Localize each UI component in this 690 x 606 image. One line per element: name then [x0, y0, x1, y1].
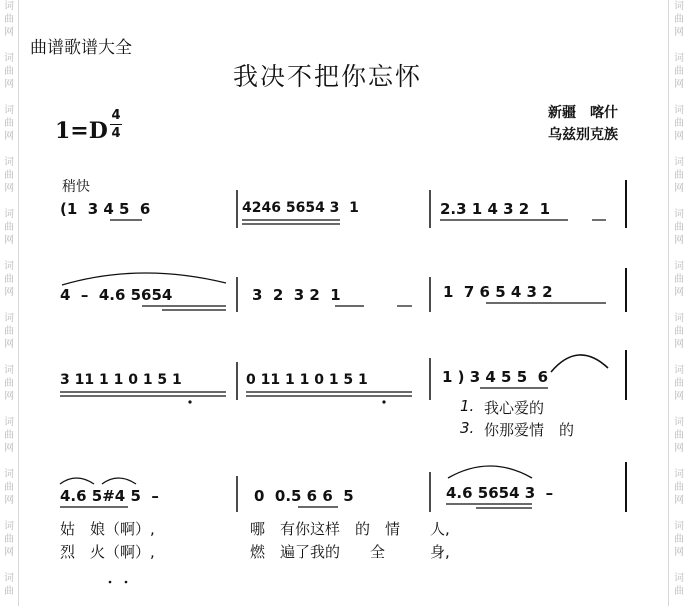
watermark-char: 词 — [4, 105, 14, 116]
watermark-char: 曲 — [674, 274, 684, 285]
watermark-char: 曲 — [674, 118, 684, 129]
tempo-marking: 稍快 — [62, 179, 90, 195]
octave-dot — [109, 581, 112, 584]
watermark-char: 曲 — [674, 222, 684, 233]
slur — [102, 478, 136, 484]
watermark-char: 网 — [4, 183, 14, 194]
watermark-char: 网 — [4, 131, 14, 142]
measure-2-1: 4 – 4.6 5654 — [60, 286, 173, 304]
watermark-char: 曲 — [674, 482, 684, 493]
watermark-char: 词 — [674, 313, 684, 324]
measure-1-3: 2.3 1 4 3 2 1 — [440, 200, 551, 218]
measure-2-3: 1 7 6 5 4 3 2 — [443, 283, 553, 301]
watermark-char: 曲 — [4, 66, 14, 77]
verse-number-3: 3. — [460, 419, 475, 437]
watermark-char: 网 — [4, 79, 14, 90]
watermark-char: 词 — [674, 157, 684, 168]
watermark-char: 网 — [674, 443, 684, 454]
watermark-char: 网 — [4, 443, 14, 454]
watermark-char: 词 — [4, 521, 14, 532]
watermark-char: 网 — [674, 287, 684, 298]
verse3-intro-lyric: 你那爱情 的 — [484, 421, 575, 439]
watermark-char: 词 — [4, 417, 14, 428]
watermark-char: 曲 — [4, 378, 14, 389]
watermark-char: 网 — [4, 495, 14, 506]
measure-3-3: 1 ) 3 4 5 5 6 — [442, 368, 549, 386]
watermark-char: 词 — [674, 417, 684, 428]
watermark-char: 网 — [4, 287, 14, 298]
measure-3-2: 0 11 1 1 0 1 5 1 — [246, 372, 368, 388]
verse1-intro-lyric: 我心爱的 — [484, 399, 545, 417]
watermark-char: 词 — [4, 1, 14, 12]
measure-2-2: 3 2 3 2 1 — [252, 286, 341, 304]
watermark-char: 词 — [4, 261, 14, 272]
watermark-char: 词 — [674, 1, 684, 12]
watermark-char: 词 — [674, 261, 684, 272]
slur — [62, 273, 226, 285]
octave-dot — [188, 400, 191, 403]
key-signature: 1=D — [55, 118, 108, 144]
watermark-char: 曲 — [674, 430, 684, 441]
watermark-char: 曲 — [4, 326, 14, 337]
watermark-char: 网 — [674, 79, 684, 90]
watermark-char: 曲 — [674, 586, 684, 597]
watermark-char: 词 — [674, 105, 684, 116]
song-title: 我决不把你忘怀 — [233, 62, 423, 91]
slur — [60, 478, 94, 484]
watermark-char: 网 — [674, 183, 684, 194]
measure-4-3: 4.6 5654 3 – — [446, 484, 554, 502]
watermark-char: 曲 — [674, 378, 684, 389]
watermark-char: 网 — [4, 391, 14, 402]
watermark-char: 曲 — [674, 534, 684, 545]
watermark-char: 网 — [674, 131, 684, 142]
measure-4-1: 4.6 5#4 5 – — [60, 487, 159, 505]
watermark-char: 词 — [4, 573, 14, 584]
watermark-char: 曲 — [4, 222, 14, 233]
watermark-char: 网 — [674, 495, 684, 506]
verse-number-1: 1. — [460, 397, 475, 415]
watermark-char: 曲 — [4, 534, 14, 545]
time-signature-top: 4 — [111, 108, 121, 123]
watermark-char: 词 — [4, 53, 14, 64]
measure-1-1: (1 3 4 5 6 — [60, 200, 151, 218]
watermark-char: 词 — [674, 209, 684, 220]
time-signature-bottom: 4 — [111, 126, 121, 141]
watermark-char: 曲 — [674, 66, 684, 77]
watermark-char: 曲 — [4, 170, 14, 181]
watermark-char: 曲 — [4, 118, 14, 129]
watermark-char: 曲 — [674, 326, 684, 337]
watermark-char: 网 — [674, 235, 684, 246]
slur — [551, 355, 608, 372]
watermark-char: 词 — [4, 209, 14, 220]
watermark-char: 网 — [4, 339, 14, 350]
watermark-char: 词 — [4, 365, 14, 376]
watermark-char: 网 — [4, 547, 14, 558]
octave-dot — [125, 581, 128, 584]
measure-1-2: 4246 5654 3 1 — [242, 200, 359, 216]
watermark-char: 网 — [4, 235, 14, 246]
watermark-char: 词 — [674, 521, 684, 532]
watermark-char: 词 — [674, 469, 684, 480]
watermark-char: 词 — [4, 313, 14, 324]
watermark-char: 网 — [674, 339, 684, 350]
watermark-char: 网 — [674, 391, 684, 402]
watermark-char: 词 — [674, 53, 684, 64]
watermark-char: 曲 — [4, 430, 14, 441]
verse1-lyric-a: 姑 娘（啊）, — [60, 520, 155, 538]
watermark-char: 曲 — [4, 586, 14, 597]
watermark-char: 曲 — [4, 482, 14, 493]
watermark-char: 曲 — [4, 14, 14, 25]
verse1-lyric-b: 哪 有你这样 的 情 人, — [250, 520, 450, 538]
slur — [448, 466, 532, 478]
verse3-lyric-a: 烈 火（啊）, — [60, 543, 155, 561]
octave-dot — [382, 400, 385, 403]
watermark-char: 词 — [674, 365, 684, 376]
measure-4-2: 0 0.5 6 6 5 — [254, 487, 354, 505]
watermark-char: 曲 — [674, 170, 684, 181]
watermark-char: 词 — [4, 157, 14, 168]
watermark-char: 网 — [674, 547, 684, 558]
origin-region: 新疆 喀什 — [548, 105, 618, 121]
watermark-char: 词 — [4, 469, 14, 480]
site-label: 曲谱歌谱大全 — [30, 38, 132, 58]
watermark-char: 曲 — [4, 274, 14, 285]
measure-3-1: 3 11 1 1 0 1 5 1 — [60, 372, 182, 388]
watermark-char: 曲 — [674, 14, 684, 25]
origin-ethnicity: 乌兹别克族 — [548, 127, 618, 143]
watermark-char: 网 — [674, 27, 684, 38]
watermark-char: 网 — [4, 27, 14, 38]
verse3-lyric-b: 燃 遍了我的 全 身, — [250, 543, 450, 561]
watermark-char: 词 — [674, 573, 684, 584]
